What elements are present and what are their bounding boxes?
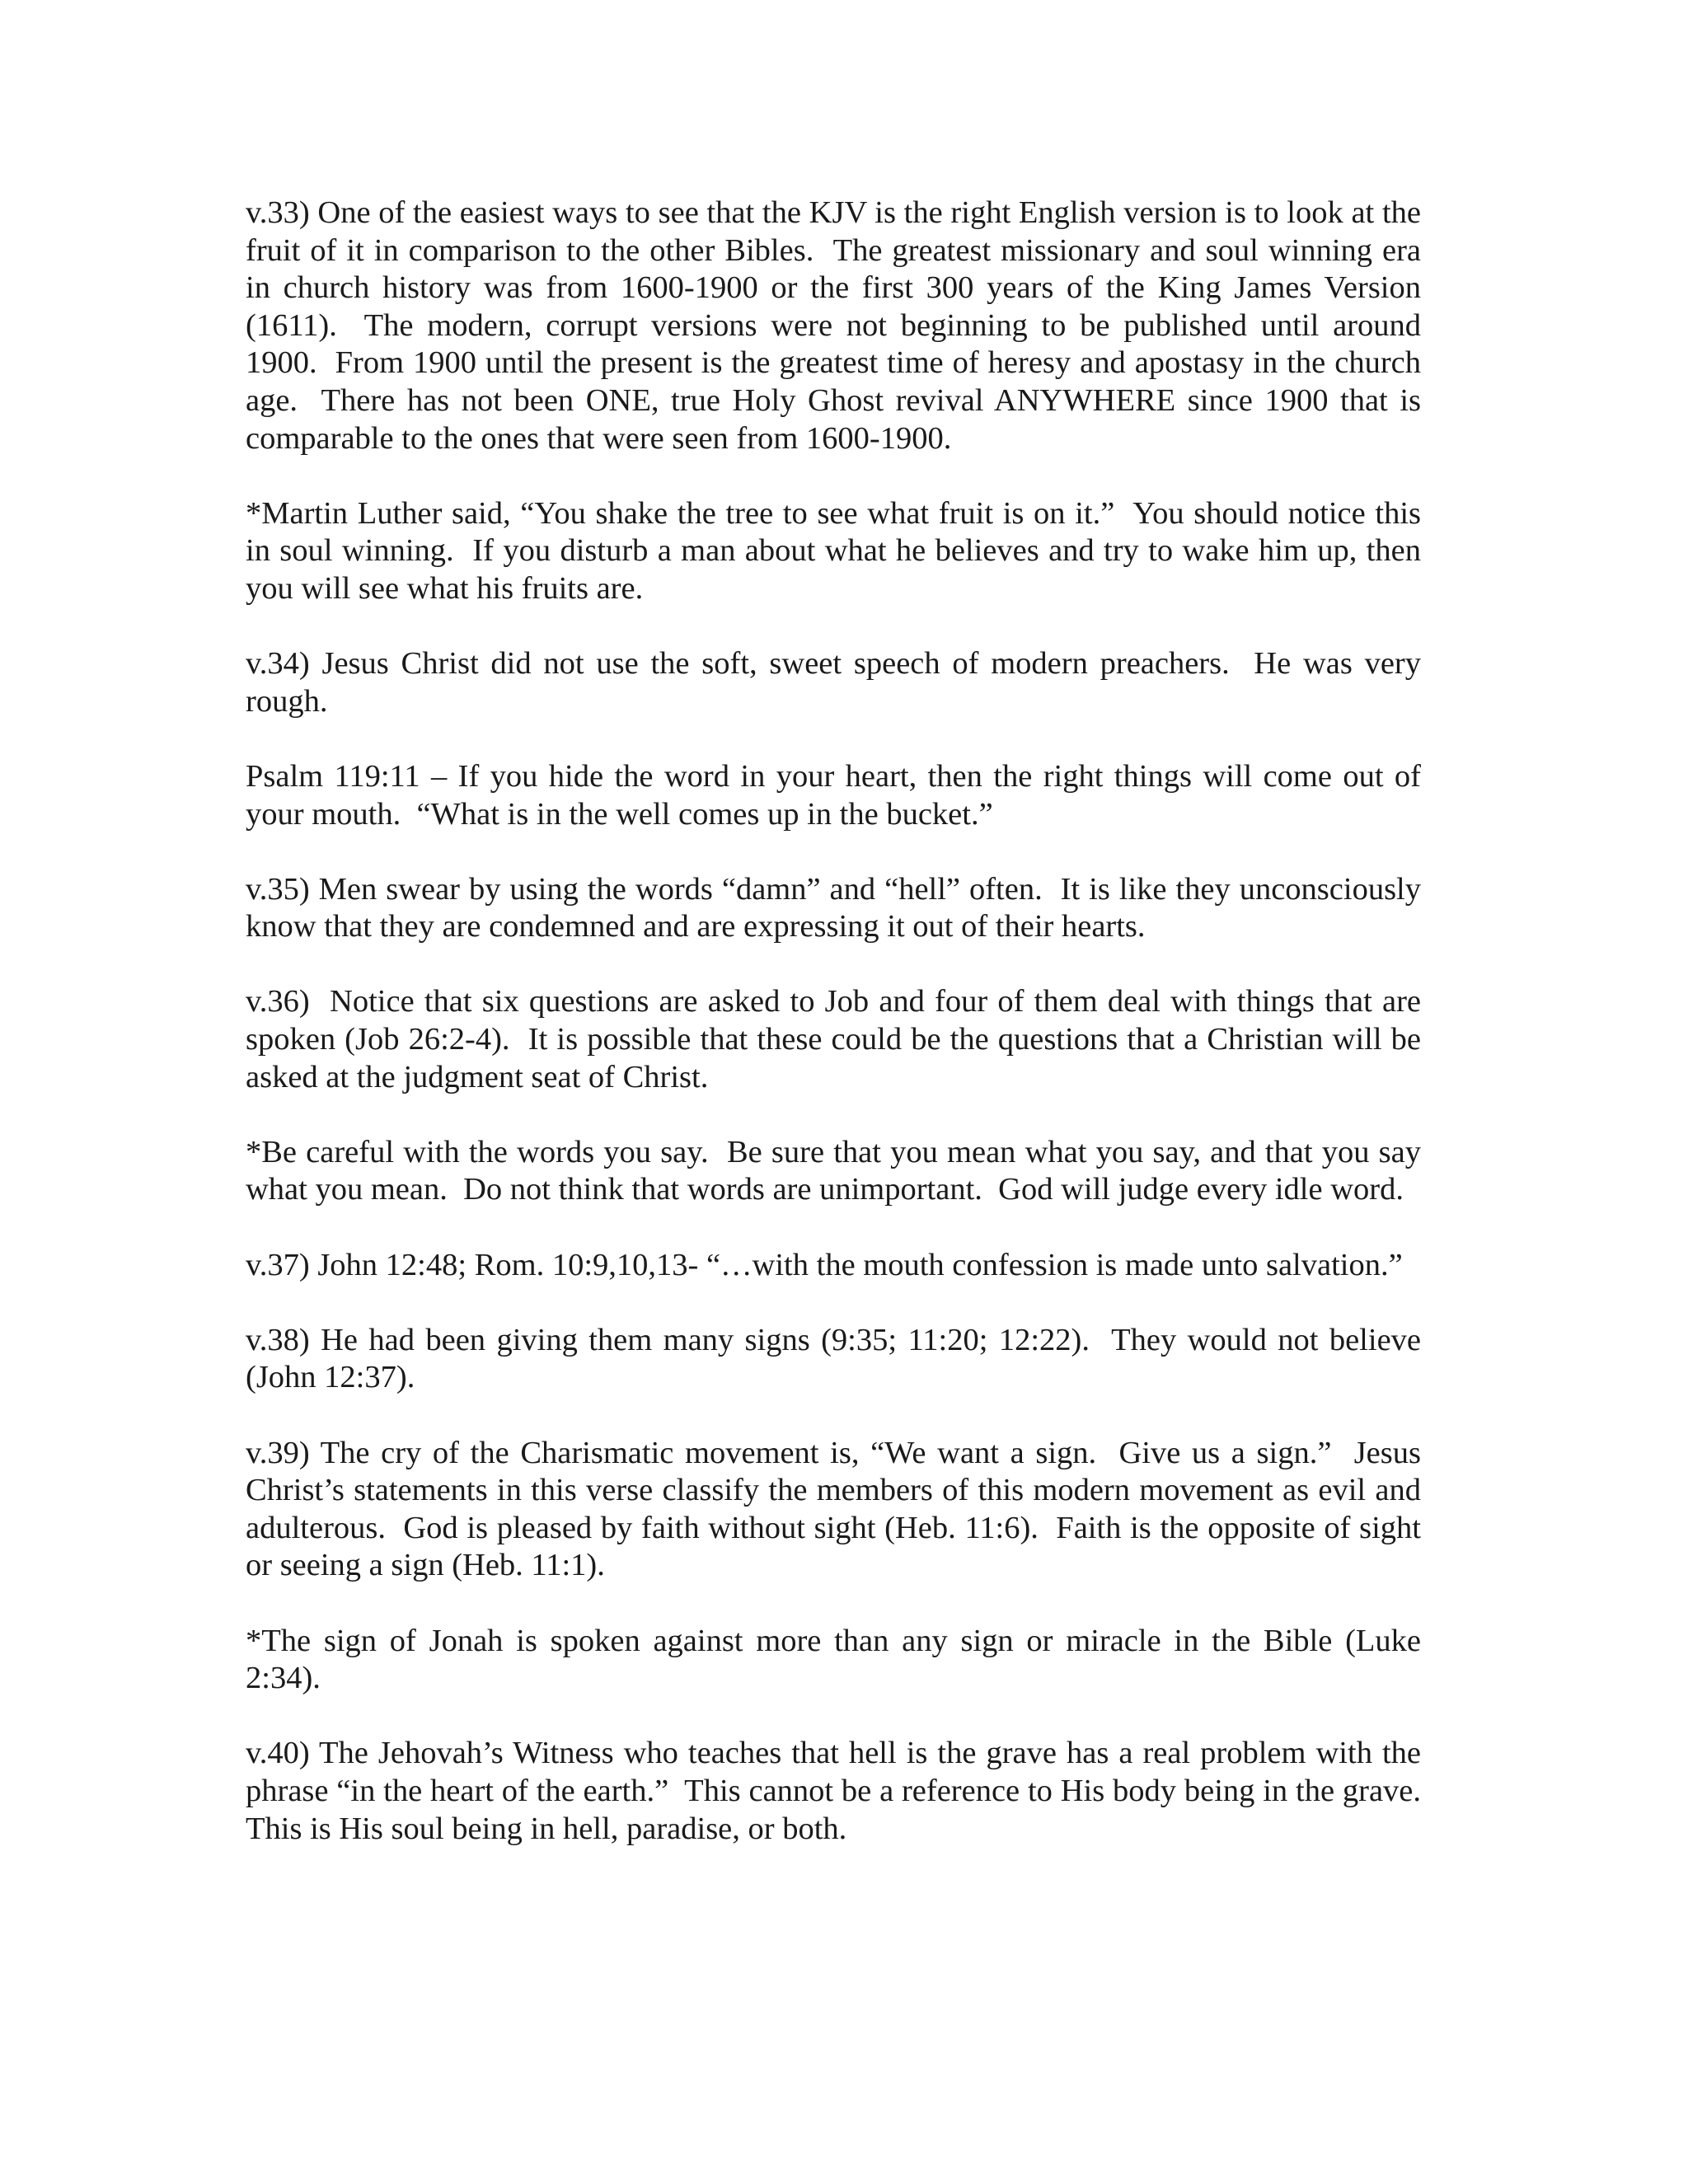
paragraph-v35: v.35) Men swear by using the words “damn” and “hell” often. It is like they unconsciously know that they are condemned and are expressing it out of their hearts.	[246, 871, 1429, 944]
paragraph-luther-quote: *Martin Luther said, “You shake the tree to see what fruit is on it.” You should notice this in soul winning. If you disturb a man about what he believes and try to wake him up, then you will see what his fruits are.	[246, 495, 1429, 606]
paragraph-v33: v.33) One of the easiest ways to see that the KJV is the right English version is to look at the fruit of it in comparison to the other Bibles. The greatest missionary and soul winning era in church history was from 1600-1900 or the first 300 years of the King James Version (1611). The modern, corrupt versions were not beginning to be published until around 1900. From 1900 until the present is the greatest time of heresy and apostasy in the church age. There has not been ONE, true Holy Ghost revival ANYWHERE since 1900 that is comparable to the ones that were seen from 1600-1900.	[246, 195, 1429, 456]
paragraph-v39: v.39) The cry of the Charismatic movement is, “We want a sign. Give us a sign.” Jesus Christ’s statements in this verse classify the members of this modern movement as evil and adulterous. God is pleased by faith without sight (Heb. 11:6). Faith is the opposite of sight or seeing a sign (Heb. 11:1).	[246, 1435, 1429, 1583]
paragraph-v38: v.38) He had been giving them many signs (9:35; 11:20; 12:22). They would not believe (John 12:37).	[246, 1322, 1429, 1395]
paragraph-v40: v.40) The Jehovah’s Witness who teaches that hell is the grave has a real problem with the phrase “in the heart of the earth.” This cannot be a reference to His body being in the grave. This is His soul being in hell, paradise, or both.	[246, 1736, 1437, 1846]
document-page	[246, 194, 1437, 1886]
paragraph-v36: v.36) Notice that six questions are asked to Job and four of them deal with things that are spoken (Job 26:2-4). It is possible that these could be the questions that a Christian will be asked at the judgment seat of Christ.	[246, 984, 1429, 1094]
paragraph-v37: v.37) John 12:48; Rom. 10:9,10,13- “…with the mouth confession is made unto salvation.”	[246, 1247, 1403, 1282]
paragraph-careful-words: *Be careful with the words you say. Be sure that you mean what you say, and that you say what you mean. Do not think that words are unimportant. God will judge every idle word.	[246, 1134, 1429, 1207]
paragraph-psalm-119: Psalm 119:11 – If you hide the word in your heart, then the right things will come out of your mouth. “What is in the well comes up in the bucket.”	[246, 758, 1429, 832]
paragraph-v34: v.34) Jesus Christ did not use the soft, sweet speech of modern preachers. He was very rough.	[246, 646, 1429, 719]
paragraph-sign-of-jonah: *The sign of Jonah is spoken against more than any sign or miracle in the Bible (Luke 2:34).	[246, 1623, 1429, 1696]
